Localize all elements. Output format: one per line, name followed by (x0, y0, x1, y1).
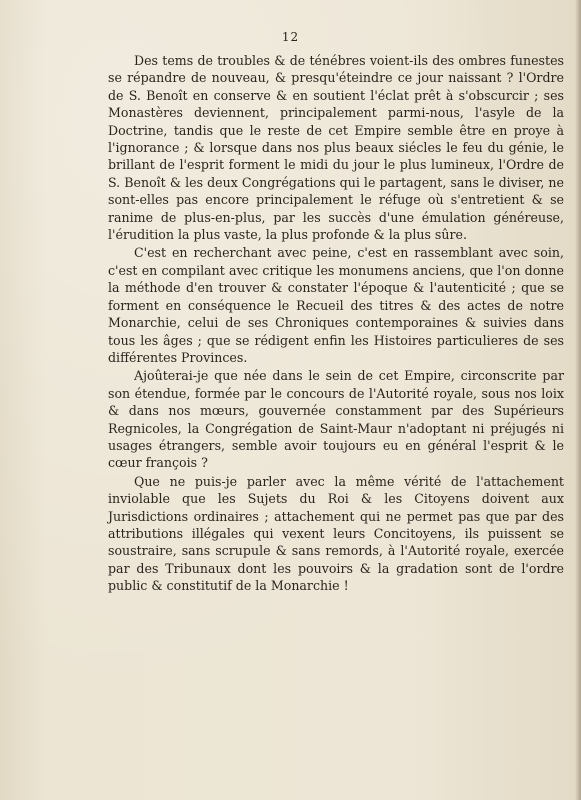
paragraph-2: C'est en recherchant avec peine, c'est en rassemblant avec soin, c'est en compilant avec critique les monumens anciens, que l'on donne la méthode d'en trouver & constater l'époque & l'autenticité ; que se forment en conséquence le Recueil des titres & des actes de notre Monarchie, celui de ses Chroniques contemporaines & suivies dans tous les âges ; que se rédigent enfin les Histoires particulieres de ses différentes Provinces. (108, 245, 564, 365)
page-number: 12 (281, 30, 300, 44)
page-spine-shadow (575, 0, 581, 800)
paragraph-1: Des tems de troubles & de ténébres voient-ils des ombres funestes se répandre de nouveau, & presqu'éteindre ce jour naissant ? l'Ordre de S. Benoît en conserve & en soutient l'éclat prêt à s'obscurcir ; ses Monastères deviennent, principalement parmi-nous, l'asyle de la Doctrine, tandis que le reste de cet Empire semble être en proye à l'ignorance ; & lorsque dans nos plus beaux siécles le feu du génie, le brillant de l'esprit forment le midi du jour le plus lumineux, l'Ordre de S. Benoît & les deux Congrégations qui le partagent, sans le diviser, ne sont-elles pas encore principalement le réfuge où s'entretient & se ranime de plus-en-plus, par les succès d'une émulation généreuse, l'érudition la plus vaste, la plus profonde & la plus sûre. (108, 53, 564, 243)
paragraph-4: Que ne puis-je parler avec la même vérité de l'attachement inviolable que les Sujets du Roi & les Citoyens doivent aux Jurisdictions ordinaires ; attachement qui ne permet pas que par des attributions illégales qui vexent leurs Concitoyens, ils puissent se soustraire, sans scrupule & sans remords, à l'Autorité royale, exercée par des Tribunaux dont les pouvoirs & la gradation sont de l'ordre public & constitutif de la Monarchie ! (108, 473, 564, 594)
body-text (108, 52, 564, 596)
paragraph-3: Ajoûterai-je que née dans le sein de cet Empire, circonscrite par son étendue, formée par le concours de l'Autorité royale, sous nos loix & dans nos mœurs, gouvernée constamment par des Supérieurs Regnicoles, la Congrégation de Saint-Maur n'adoptant ni préjugés ni usages étrangers, semble avoir toujours eu en général l'esprit & le cœur françois ? (108, 368, 564, 471)
